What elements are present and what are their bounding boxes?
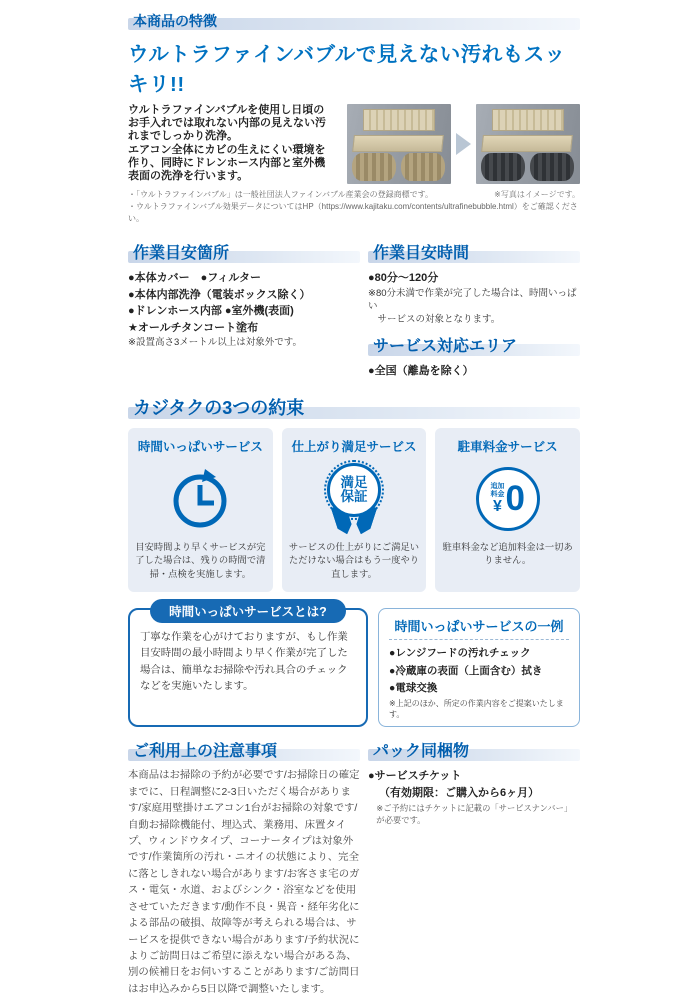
- intro-paragraph-1: ウルトラファインバブルを使用し日頃のお手入れでは取れない内部の見えない汚れまでしっかり洗浄。: [128, 104, 326, 143]
- promise-cards: [128, 428, 580, 592]
- after-photo: [476, 104, 580, 184]
- dirty-fan-shape: [401, 153, 445, 181]
- work-time-column: [368, 243, 580, 380]
- clock-icon: [135, 462, 266, 536]
- footnote-row: [128, 189, 580, 201]
- zero-digit: 0: [505, 479, 525, 519]
- list-item: ●本体カバー ●フィルター: [128, 272, 261, 284]
- promise-card-time: [128, 428, 273, 592]
- work-area-column: [128, 243, 360, 380]
- work-time-note-line2: サービスの対象となります。: [377, 314, 501, 326]
- promises-heading: [128, 396, 580, 420]
- list-item: ●レンジフードの汚れチェック: [389, 647, 531, 660]
- clean-fan-shape: [481, 153, 525, 181]
- package-heading-text: パック同梱物: [373, 743, 470, 761]
- photo-disclaimer: ※写真はイメージです。: [494, 190, 580, 199]
- service-area-heading: [368, 336, 580, 357]
- card-text: サービスの仕上がりにご満足いただけない場合はもう一度やり直します。: [288, 541, 420, 579]
- before-after-photos: [347, 104, 580, 184]
- intro-text: [128, 104, 332, 184]
- ac-panel-shape: [481, 135, 573, 152]
- badge-text-line1: 満足: [340, 474, 368, 490]
- card-title: 仕上がり満足サービス: [291, 439, 417, 454]
- example-box-list: [389, 645, 569, 697]
- work-time-note-line1: ※80分未満で作業が完了した場合は、時間いっぱい: [368, 287, 577, 312]
- work-time-heading-text: 作業目安時間: [373, 245, 470, 262]
- dirty-fan-shape: [352, 153, 396, 181]
- cautions-body: 本商品はお掃除の予約が必要です/お掃除日の確定までに、日程調整に2-3日いただく場合があります/家庭用壁掛けエアコン1台がお掃除の対象です/自動お掃除機能付、埋込式、業務用、床置タイプ、ウィンドウタイプ、コーナータイプは対象外です/作業箇所の汚れ・ニオイの状態により、完全に落としきれない場合があります/お客さま宅のガス・電気・水道、およびシンク・浴室などを使用させていただきます/動作不良・異音・経年劣化による部品の破損、故障等が考えられる場合は、サービスを提供できない場合があります/予約状況によりご訪問日はご希望に添えない場合がある為、別の候補日をお伺いすることがあります/ご訪問日はお申込みから5日以降で調整いたします。: [128, 770, 360, 995]
- work-area-heading-text: 作業目安箇所: [133, 245, 230, 262]
- cautions-heading: [128, 741, 360, 762]
- work-area-list: [128, 270, 360, 336]
- promise-card-satisfaction: [282, 428, 427, 592]
- before-photo: [347, 104, 451, 184]
- catch-copy-title: ウルトラファインバブルで見えない汚れもスッキリ!!: [128, 43, 566, 96]
- work-area-note: ※設置高さ3メートル以上は対象外です。: [128, 337, 302, 348]
- ac-grill-shape: [492, 109, 564, 131]
- before-after-arrow-icon: [456, 133, 471, 155]
- card-title: 時間いっぱいサービス: [137, 439, 263, 454]
- package-item-validity: （有効期限：ご購入から6ヶ月）: [379, 786, 540, 799]
- intro-block: [128, 104, 580, 184]
- fulltime-service-boxes: [128, 605, 580, 727]
- zero-label-1: 追加: [490, 483, 505, 491]
- card-text: 駐車料金など追加料金は一切ありません。: [442, 541, 573, 566]
- service-area-heading-text: サービス対応エリア: [373, 338, 518, 356]
- list-item: ●ドレンホース内部 ●室外機(表面): [128, 305, 294, 317]
- example-box-note: ※上記のほか、所定の作業内容をご提案いたします。: [389, 699, 564, 720]
- service-area-item: ●全国（離島を除く）: [368, 365, 474, 378]
- url-footnote: ・ウルトラファインバブル効果データについてはHP（https://www.kajitaku.com/contents/ultrafinebubble.html）をご確認ください。: [128, 202, 578, 223]
- fulltime-box-body: 丁寧な作業を心がけておりますが、もし作業目安時間の最小時間より早く作業が完了した場合は、簡単なお掃除や汚れ具合のチェックなどを実施いたします。: [140, 632, 348, 692]
- ac-panel-shape: [352, 135, 444, 152]
- package-column: [368, 741, 580, 998]
- card-text: 目安時間より早くサービスが完了した場合は、残りの時間で清掃・点検を実施します。: [135, 541, 266, 579]
- work-area-heading: [128, 243, 360, 264]
- package-heading: [368, 741, 580, 762]
- badge-circle: [327, 463, 381, 517]
- list-item: ★オールチタンコート塗布: [128, 321, 259, 334]
- cautions-heading-text: ご利用上の注意事項: [133, 743, 278, 761]
- work-time-item: ●80分～120分: [368, 272, 439, 284]
- list-item: ●電球交換: [389, 681, 438, 694]
- list-item: ●冷蔵庫の表面（上面含む）拭き: [389, 664, 543, 677]
- cautions-column: [128, 741, 360, 998]
- card-title: 駐車料金サービス: [457, 439, 558, 454]
- fulltime-example-box: [378, 608, 580, 727]
- bottom-row: [128, 741, 580, 998]
- package-item: ●サービスチケット: [368, 770, 462, 783]
- work-time-heading: [368, 243, 580, 264]
- list-item: ●本体内部洗浄（電装ボックス除く）: [128, 288, 311, 301]
- features-heading-text: 本商品の特徴: [133, 13, 217, 29]
- badge-text-line2: 保証: [340, 488, 368, 504]
- work-info-row: [128, 243, 580, 380]
- features-section-heading: [128, 12, 580, 31]
- package-note: ※ご予約にはチケットに記載の「サービスナンバー」が必要です。: [376, 803, 573, 826]
- clean-fan-shape: [530, 153, 574, 181]
- fulltime-box-title: 時間いっぱいサービスとは?: [150, 599, 346, 623]
- promise-card-parking: [435, 428, 580, 592]
- ac-grill-shape: [363, 109, 435, 131]
- zero-yen-icon: [442, 462, 573, 536]
- promises-heading-text: カジタクの3つの約束: [133, 397, 305, 418]
- fulltime-definition-box: [128, 605, 368, 727]
- yen-symbol: ¥: [492, 497, 502, 515]
- satisfaction-badge-icon: [289, 462, 420, 536]
- intro-paragraph-2: エアコン全体にカビの生えにくい環境を作り、同時にドレンホース内部と室外機表面の洗浄を行います。: [128, 143, 326, 182]
- trademark-footnote: ・「ウルトラファインバブル」は一般社団法人ファインバブル産業会の登録商標です。: [128, 190, 434, 199]
- example-box-title: 時間いっぱいサービスの一例: [389, 616, 569, 640]
- zero-label-2: 料金: [490, 490, 505, 498]
